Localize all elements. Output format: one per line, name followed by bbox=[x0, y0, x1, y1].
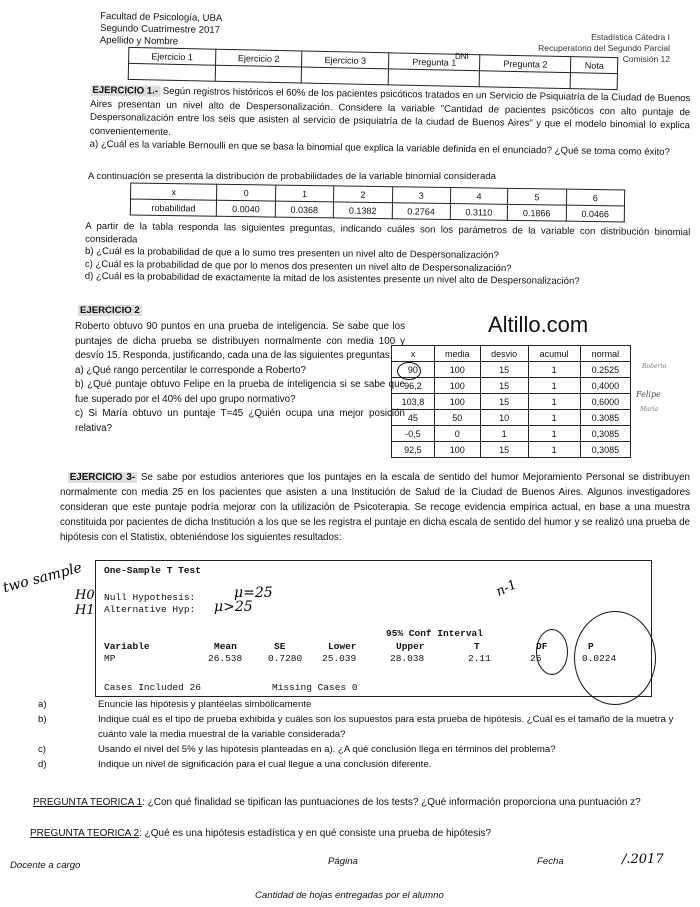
normal-cell: 0,4000 bbox=[580, 378, 630, 394]
ej3-question-text: Indique cuál es el tipo de prueba exhibida y cuáles son los supuestos para esta prueba de hipótesis. ¿Cuál es el tamaño de la muetra y cuánto vale la media muestral de la variable considerada? bbox=[98, 714, 674, 740]
ej3-question-letter: d) bbox=[38, 759, 47, 770]
ej1-after: A partir de la tabla responda las siguientes preguntas, indicando cuáles son los parámetros de la variable con distribución binomial considerada bbox=[85, 220, 691, 245]
teorica-2-label: PREGUNTA TEORICA 2 bbox=[30, 828, 140, 839]
normal-cell: 15 bbox=[480, 394, 528, 410]
normal-cell: 0,3085 bbox=[580, 442, 630, 458]
course: Estadística Cátedra I bbox=[591, 32, 670, 42]
hw-arrow-note: n-1 bbox=[493, 577, 520, 600]
output-value: MP bbox=[104, 653, 116, 664]
circle-mark bbox=[397, 362, 421, 380]
header-left bbox=[100, 11, 223, 49]
normal-row bbox=[392, 410, 631, 426]
normal-cell: 1 bbox=[528, 426, 580, 442]
ej1-followup bbox=[85, 221, 691, 290]
normal-cell: 1 bbox=[528, 394, 580, 410]
ej2-question-a: a) ¿Qué rango percentilar le corresponde a Roberto? bbox=[75, 364, 306, 376]
normal-header: x bbox=[392, 346, 435, 362]
normal-cell: 15 bbox=[480, 362, 528, 378]
hw-h1: H1 bbox=[75, 603, 95, 618]
note-roberto: Roberto bbox=[642, 363, 667, 370]
teorica-2-text: : ¿Qué es una hipótesis estadística y en qué consiste una prueba de hipótesis? bbox=[139, 828, 491, 839]
normal-cell: 100 bbox=[434, 394, 480, 410]
output-header: Variable bbox=[104, 641, 150, 652]
statistix-output bbox=[95, 560, 652, 697]
prob-cell: 0.0040 bbox=[217, 200, 276, 217]
ej1-text: Según registros históricos el 60% de los pacientes psicóticos tratados en un Servicio de Psiquiatría de la Ciudad de Buenos Aires presentan un nivel alto de Despersonalización. Considere la variable "Cantidad de pacientes psicóticos con alto puntaje de Despersonalización entre los seis que asisten al servicio de psiquiatría de la ciudad de Buenos Aires" y que el modelo binomial lo explica convenientemente. bbox=[89, 85, 691, 138]
normal-cell: 1 bbox=[480, 426, 528, 442]
output-value: 0.0224 bbox=[582, 653, 617, 664]
normal-cell: 1 bbox=[528, 442, 580, 458]
name-label: Apellido y Nombre bbox=[99, 34, 179, 48]
footer-pagina: Página bbox=[328, 856, 358, 867]
output-value: 25.039 bbox=[322, 653, 357, 664]
grade-column-header: Pregunta 2 bbox=[480, 55, 572, 73]
prob-cell: 4 bbox=[450, 188, 507, 205]
output-value: 25 bbox=[530, 653, 542, 664]
grade-column-header: Ejercicio 2 bbox=[215, 49, 302, 67]
output-value: 0.7280 bbox=[268, 653, 303, 664]
normal-cell: 96,2 bbox=[392, 378, 435, 394]
ej3-question-letter: a) bbox=[38, 699, 47, 710]
footer-fecha-value: /.2017 bbox=[622, 852, 664, 867]
ej2-question-c: c) Si María obtuvo un puntaje T=45 ¿Quién ocupa una mejor posición relativa? bbox=[75, 408, 405, 434]
normal-cell: 100 bbox=[434, 362, 480, 378]
ej3-question-letter: b) bbox=[38, 714, 47, 725]
ej3-question bbox=[38, 712, 678, 742]
hw-h0: H0 bbox=[75, 588, 95, 603]
footer-hojas: Cantidad de hojas entregadas por el alumno bbox=[255, 890, 444, 901]
hw-side-note: two sample bbox=[1, 559, 84, 597]
normal-cell: 50 bbox=[434, 410, 480, 426]
prob-cell: 6 bbox=[566, 189, 625, 206]
normal-cell: 15 bbox=[480, 442, 528, 458]
prob-cell: 0.1866 bbox=[507, 204, 566, 221]
output-value: 26.538 bbox=[208, 653, 243, 664]
ej2-text: Roberto obtuvo 90 puntos en una prueba de inteligencia. Se sabe que los puntajes de dicha prueba se distribuyen normalmente con media 100 y desvío 15. Responda, justificando, cada una de las siguientes preguntas. bbox=[75, 321, 405, 361]
footer-docente: Docente a cargo bbox=[10, 860, 81, 871]
teorica-1 bbox=[33, 795, 698, 811]
normal-cell: 45 bbox=[392, 410, 435, 426]
grade-column-header: Ejercicio 1 bbox=[129, 47, 216, 65]
grade-cell[interactable] bbox=[571, 73, 618, 90]
circle-df bbox=[536, 629, 568, 675]
prob-cell: 0 bbox=[217, 184, 276, 201]
prob-cell: 0.1382 bbox=[333, 202, 392, 219]
normal-cell: 0,6000 bbox=[580, 394, 630, 410]
grade-column-header: Ejercicio 3 bbox=[302, 51, 389, 69]
normal-header: normal bbox=[580, 346, 630, 362]
grade-cell[interactable] bbox=[388, 69, 480, 87]
normal-header: acumul bbox=[528, 346, 580, 362]
normal-cell: 100 bbox=[434, 442, 480, 458]
prob-row-label: robabilidad bbox=[130, 199, 217, 216]
hw-null-value: μ=25 bbox=[234, 585, 273, 601]
exam: Recuperatorio del Segundo Parcial bbox=[538, 43, 670, 53]
output-header: SE bbox=[274, 641, 286, 652]
faculty: Facultad de Psicología, UBA bbox=[100, 10, 223, 25]
normal-cell: 0 bbox=[434, 426, 480, 442]
output-title: One-Sample T Test bbox=[104, 565, 201, 576]
normal-cell: 0.3085 bbox=[580, 410, 630, 426]
prob-cell: 5 bbox=[508, 188, 567, 205]
normal-cell: 1 bbox=[528, 378, 580, 394]
ej2-statement bbox=[75, 320, 405, 436]
grade-column-header: Nota bbox=[571, 57, 618, 74]
ej3-question bbox=[38, 697, 678, 712]
ej1-question-d: d) ¿Cuál es la probabilidad de exactamente la mitad de los asistentes presente un nivel alto de Despersonalización? bbox=[84, 270, 580, 288]
ej2-title: EJERCICIO 2 bbox=[80, 305, 140, 316]
ej1-question-b: b) ¿Cuál es la probabilidad de que a lo sumo tres presenten un nivel alto de Despersonalización? bbox=[84, 245, 499, 262]
normal-row bbox=[392, 394, 631, 410]
ej3-question bbox=[38, 742, 678, 757]
ej1-title: EJERCICIO 1.- bbox=[92, 84, 159, 97]
normal-header-row bbox=[392, 346, 631, 362]
footer-fecha: Fecha bbox=[537, 856, 564, 867]
ej3-question-text: Indique un nivel de significación para el cual llegue a una conclusión diferente. bbox=[98, 759, 432, 770]
normal-cell: 90 bbox=[392, 362, 435, 378]
ej1-statement bbox=[90, 84, 691, 160]
normal-cell: 10 bbox=[480, 410, 528, 426]
output-header: Upper bbox=[396, 641, 425, 652]
normal-row bbox=[392, 442, 631, 458]
ej3-title: EJERCICIO 3- bbox=[69, 472, 136, 483]
term: Segundo Cuatrimestre 2017 bbox=[99, 22, 221, 37]
normal-cell: 1 bbox=[528, 362, 580, 378]
ej2-question-b: b) ¿Qué puntaje obtuvo Felipe en la prueba de inteligencia si se sabe que fue superado por el 40% del upo grupo normativo? bbox=[75, 379, 405, 405]
grade-cell[interactable] bbox=[128, 63, 215, 81]
prob-cell: 0.0466 bbox=[566, 205, 625, 222]
output-header: T bbox=[474, 641, 480, 652]
normal-row bbox=[392, 362, 631, 378]
ej1-question-c: c) ¿Cuál es la probabilidad de que por lo menos dos presenten un nivel alto de Despersonalización? bbox=[84, 258, 512, 274]
output-header: DF bbox=[536, 641, 548, 652]
teorica-1-text: : ¿Con qué finalidad se tipifican las puntuaciones de los tests? ¿Qué información proporciona una puntuación z? bbox=[142, 797, 641, 808]
watermark: Altillo.com bbox=[488, 312, 589, 337]
normal-header: desvio bbox=[480, 346, 528, 362]
output-alt: Alternative Hyp: bbox=[104, 604, 196, 615]
prob-cell: 0.2764 bbox=[392, 203, 451, 220]
note-maria: María bbox=[640, 406, 659, 413]
probability-table bbox=[130, 183, 625, 223]
commission: Comisión 12 bbox=[622, 54, 670, 64]
output-header: Mean bbox=[214, 641, 237, 652]
ej3-questions bbox=[38, 697, 678, 772]
normal-cell: 92,5 bbox=[392, 442, 435, 458]
normal-cell: 0,3085 bbox=[580, 426, 630, 442]
normal-header: media bbox=[434, 346, 480, 362]
output-missing: Missing Cases 0 bbox=[272, 682, 358, 693]
normal-cell: 15 bbox=[480, 378, 528, 394]
prob-cell: 0.0368 bbox=[275, 201, 334, 218]
grade-cell[interactable] bbox=[215, 65, 302, 83]
normal-cell: 0.2525 bbox=[580, 362, 630, 378]
prob-row-label: x bbox=[131, 183, 218, 200]
grade-cell[interactable] bbox=[479, 71, 571, 89]
prob-cell: 1 bbox=[275, 185, 334, 202]
grade-cell[interactable] bbox=[302, 67, 389, 85]
normal-cell: 100 bbox=[434, 378, 480, 394]
normal-cell: 103,8 bbox=[392, 394, 435, 410]
ej3-question-text: Enuncie las hipótesis y plantéelas simbólicamente bbox=[98, 699, 312, 710]
ej3-question bbox=[38, 757, 678, 772]
hw-alt-value: μ>25 bbox=[214, 599, 253, 615]
ej3-statement bbox=[60, 470, 690, 545]
normal-cell: -0,5 bbox=[392, 426, 435, 442]
normal-cell: 1 bbox=[528, 410, 580, 426]
ej1-table-intro: A continuación se presenta la distribución de probabilidades de la variable binomial considerada bbox=[88, 171, 496, 182]
prob-cell: 3 bbox=[392, 187, 451, 204]
grade-column-header: Pregunta 1 bbox=[389, 53, 481, 71]
normal-row bbox=[392, 426, 631, 442]
normal-table bbox=[391, 345, 631, 458]
output-cases: Cases Included 26 bbox=[104, 682, 201, 693]
normal-row bbox=[392, 378, 631, 394]
ej1-question-a: a) ¿Cuál es la variable Bernoulli en que se basa la binomial que explica la variable definida en el enunciado? ¿Qué se toma como éxito? bbox=[89, 138, 670, 158]
teorica-2 bbox=[30, 828, 491, 839]
output-value: 28.038 bbox=[390, 653, 425, 664]
ej3-question-letter: c) bbox=[38, 744, 46, 755]
teorica-1-label: PREGUNTA TEORICA 1 bbox=[33, 797, 143, 808]
dni-label: DNI bbox=[455, 52, 469, 61]
output-null: Null Hypothesis: bbox=[104, 592, 196, 603]
prob-cell: 0.3110 bbox=[450, 204, 507, 221]
ej3-question-text: Usando el nivel del 5% y las hipótesis planteadas en a). ¿A qué conclusión llega en términos del problema? bbox=[98, 744, 556, 755]
output-value: 2.11 bbox=[468, 653, 491, 664]
ej3-text: Se sabe por estudios anteriores que los puntajes en la escala de sentido del humor Mejoramiento Personal se distribuyen normalmente con media 25 en los pacientes que asisten a una Institución de Salud de la Ciudad de Buenos Aires. Algunos investigadores consideran que este puntaje podría mejorar con la utilización de Psicoterapia. Se recoge evidencia empírica actual, en base a una muestra constituida por pacientes de dicha Institución a los que se les registra el puntaje en dicha escala de sentido del humor y se realizó una prueba de hipótesis con el Statistix, obteniéndose los siguientes resultados: bbox=[60, 472, 690, 543]
output-header: P bbox=[588, 641, 594, 652]
note-felipe: Felipe bbox=[636, 390, 661, 399]
output-header: Lower bbox=[328, 641, 357, 652]
output-ci: 95% Conf Interval bbox=[386, 628, 483, 639]
prob-cell: 2 bbox=[334, 186, 393, 203]
